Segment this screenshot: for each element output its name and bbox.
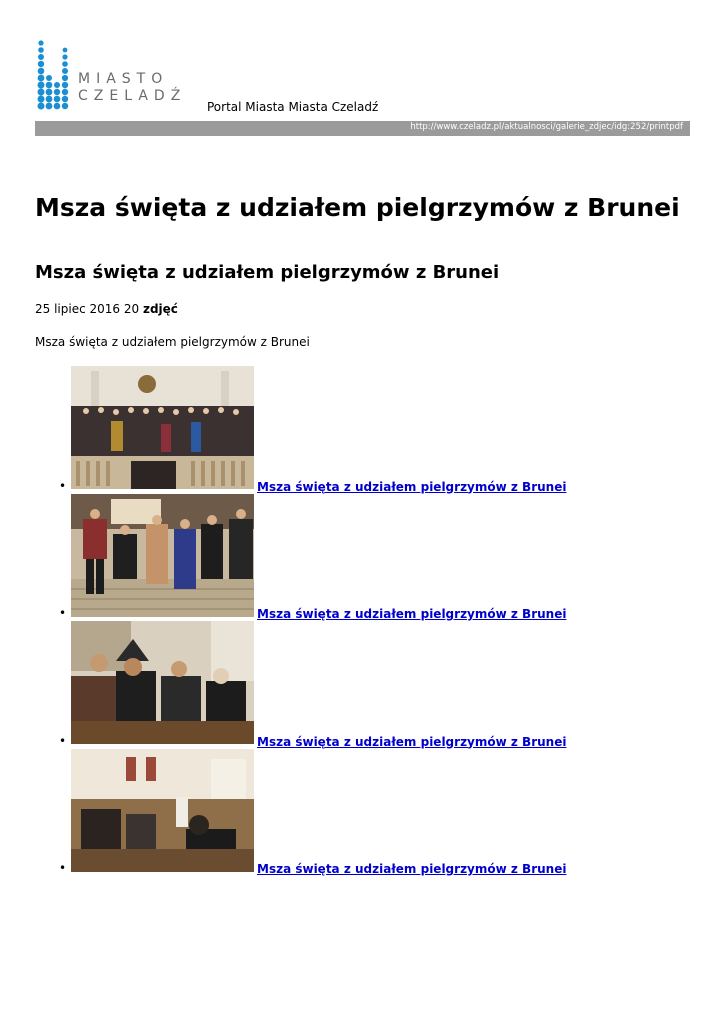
list-item bbox=[35, 749, 635, 877]
page-header bbox=[35, 38, 690, 118]
photo-thumbnail[interactable] bbox=[71, 621, 254, 744]
photo-caption-link[interactable]: Msza święta z udziałem pielgrzymów z Brunei bbox=[257, 607, 567, 621]
photo-count-label: zdjęć bbox=[142, 302, 178, 316]
logo-text-line1: MIASTO bbox=[78, 71, 169, 87]
church-group-photo bbox=[71, 366, 254, 489]
logo-wordmark bbox=[78, 71, 186, 105]
logo-dots-icon bbox=[35, 38, 75, 110]
list-item bbox=[35, 494, 635, 622]
photo-caption-link[interactable]: Msza święta z udziałem pielgrzymów z Brunei bbox=[257, 734, 567, 749]
photo-list bbox=[35, 366, 635, 876]
logo-text-line2: CZELADŹ bbox=[78, 88, 187, 104]
nave-photo bbox=[71, 749, 254, 872]
photo-caption-link[interactable]: Msza święta z udziałem pielgrzymów z Brunei bbox=[257, 479, 567, 494]
photo-count: 20 bbox=[123, 302, 140, 316]
photo-thumbnail[interactable] bbox=[71, 494, 254, 617]
photo-thumbnail[interactable] bbox=[71, 749, 254, 872]
bullet: • bbox=[59, 606, 67, 620]
page-title: Msza święta z udziałem pielgrzymów z Brunei bbox=[35, 193, 680, 222]
congregation-photo bbox=[71, 621, 254, 744]
photo-thumbnail[interactable] bbox=[71, 366, 254, 489]
bullet: • bbox=[59, 861, 67, 875]
city-logo bbox=[35, 38, 215, 110]
gallery-meta bbox=[35, 302, 178, 316]
gallery-description: Msza święta z udziałem pielgrzymów z Brunei bbox=[35, 335, 310, 349]
page-url: http://www.czeladz.pl/aktualnosci/galerie_zdjec/idg:252/printpdf bbox=[410, 122, 683, 132]
gallery-date: 25 lipiec 2016 bbox=[35, 302, 121, 316]
portal-label: Portal Miasta Miasta Czeladź bbox=[207, 100, 379, 114]
bullet: • bbox=[59, 478, 67, 493]
url-bar bbox=[35, 121, 690, 136]
list-item bbox=[35, 621, 635, 749]
photo-caption-link[interactable]: Msza święta z udziałem pielgrzymów z Brunei bbox=[257, 862, 567, 876]
procession-photo bbox=[71, 494, 254, 617]
list-item bbox=[35, 366, 635, 494]
bullet: • bbox=[59, 733, 67, 748]
gallery-title: Msza święta z udziałem pielgrzymów z Brunei bbox=[35, 262, 500, 283]
